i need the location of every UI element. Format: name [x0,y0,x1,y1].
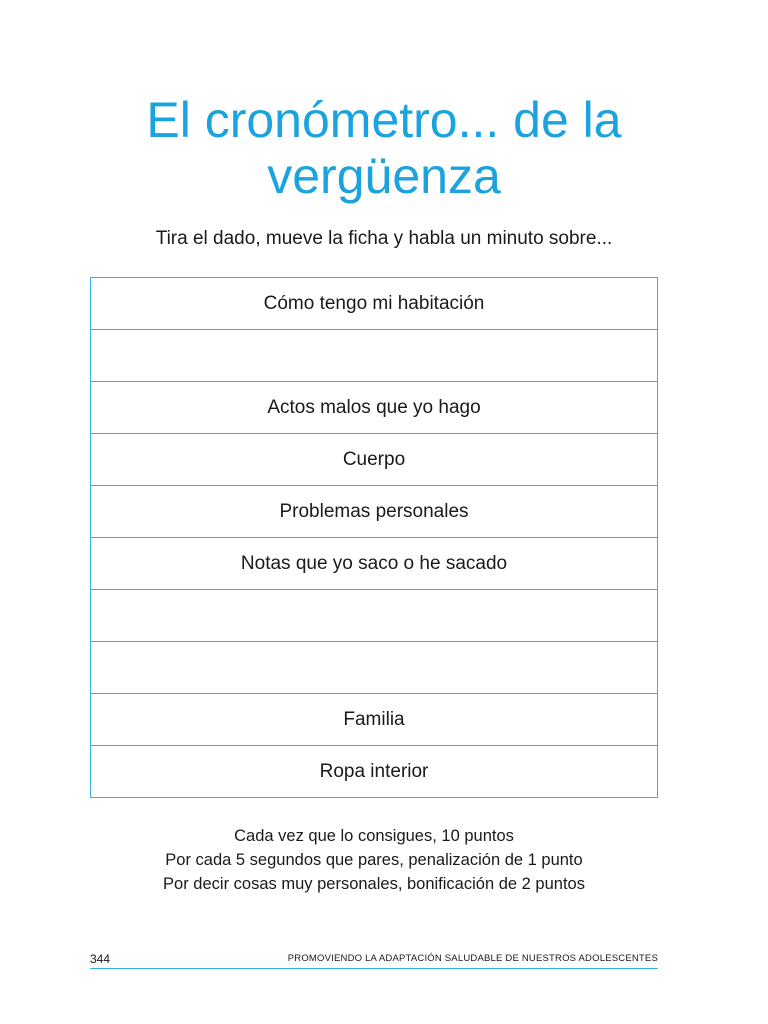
title-line-2: vergüenza [267,148,501,204]
page-title [0,92,768,204]
topic-cell: Problemas personales [91,486,658,538]
topic-cell: Ropa interior [91,746,658,798]
table-row [91,642,658,694]
scoring-rules [0,824,748,896]
table-row [91,590,658,642]
table-row [91,486,658,538]
table-row [91,538,658,590]
title-line-1: El cronómetro... de la [146,92,622,148]
topic-cell: Notas que yo saco o he sacado [91,538,658,590]
topic-cell: Familia [91,694,658,746]
topic-cell: Cuerpo [91,434,658,486]
rule-line: Cada vez que lo consigues, 10 puntos [234,827,514,845]
topic-cell [91,590,658,642]
page-number: 344 [90,952,111,966]
topic-cell: Cómo tengo mi habitación [91,278,658,330]
table-row [91,382,658,434]
table-row [91,434,658,486]
running-title: PROMOVIENDO LA ADAPTACIÓN SALUDABLE DE NUESTROS ADOLESCENTES [287,953,658,964]
page-footer [90,952,658,969]
instructions: Tira el dado, mueve la ficha y habla un minuto sobre... [155,228,613,249]
topic-cell [91,330,658,382]
table-row [91,746,658,798]
rule-line: Por cada 5 segundos que pares, penalización de 1 punto [165,851,583,869]
topic-cell: Actos malos que yo hago [91,382,658,434]
topic-cell [91,642,658,694]
table-row [91,330,658,382]
rule-line: Por decir cosas muy personales, bonificación de 2 puntos [163,875,585,893]
topics-table [90,277,658,798]
table-row [91,278,658,330]
table-row [91,694,658,746]
